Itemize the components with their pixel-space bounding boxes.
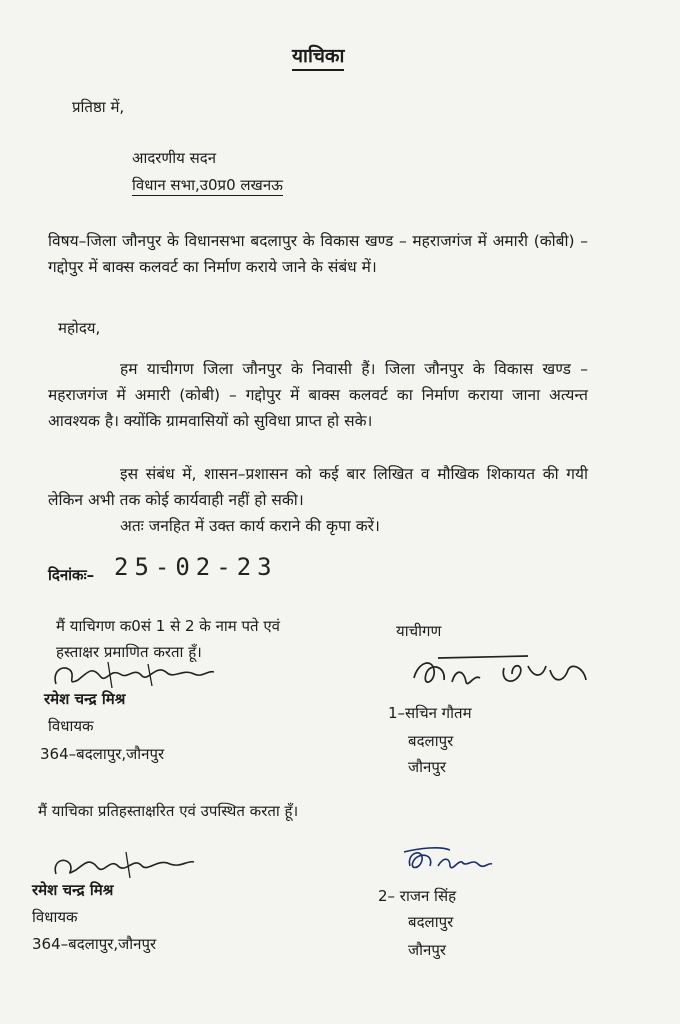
body-paragraph-3: अतः जनहित में उक्त कार्य कराने की कृपा करें। [120,517,380,535]
petitioner-1-place: बदलापुर [408,732,454,750]
attestation-2-designation: विधायक [32,908,78,926]
addressee-line2: विधान सभा,उ0प्र0 लखनऊ [132,176,283,194]
attestation-1-text: मैं याचिगण क0सं 1 से 2 के नाम पते एवं हस्ताक्षर प्रमाणित करता हूँ। [56,617,281,661]
attestation-2-constituency: 364–बदलापुर,जौनपुर [32,935,157,953]
date-label: दिनांकः– [48,566,95,584]
attestation-2-text: मैं याचिका प्रतिहस्ताक्षरित एवं उपस्थित करता हूँ। [38,802,299,820]
greeting: महोदय, [58,319,101,337]
mla-signature-1 [48,658,218,692]
attestation-1-constituency: 364–बदलापुर,जौनपुर [40,745,165,763]
petitioners-heading: याचीगण [396,622,442,640]
attestation-2-name: रमेश चन्द्र मिश्र [32,881,114,899]
attestation-1-name: रमेश चन्द्र मिश्र [44,690,126,708]
petitioner-1-name: 1–सचिन गौतम [388,704,472,722]
body-paragraph-1: हम याचीगण जिला जौनपुर के निवासी हैं। जिला जौनपुर के विकास खण्ड – महराजगंज में अमारी (कोबी) – गद्दोपुर में बाक्स कलवर्ट का निर्माण कराया जाना अत्यन्त आवश्यक है। क्योंकि ग्रामवासियों को सुविधा प्राप्त हो सके। [48,360,588,430]
petitioner-2-district: जौनपुर [408,941,446,959]
petitioner-1-district: जौनपुर [408,758,446,776]
petitioner-1-signature [408,648,594,698]
petitioner-2-signature [400,842,496,876]
date-value: 25-02-23 [114,553,278,581]
document-title: याचिका [292,42,344,71]
petitioner-2-place: बदलापुर [408,913,454,931]
addressee-line1: आदरणीय सदन [132,149,217,167]
salutation-to: प्रतिष्ठा में, [72,98,125,116]
attestation-1-designation: विधायक [48,717,94,735]
mla-signature-2 [48,850,198,882]
subject-paragraph: विषय–जिला जौनपुर के विधानसभा बदलापुर के विकास खण्ड – महराजगंज में अमारी (कोबी) – गद्दोपुर में बाक्स कलवर्ट का निर्माण कराये जाने के संबंध में। [48,232,588,276]
petitioner-2-name: 2– राजन सिंह [378,887,457,905]
body-paragraph-2: इस संबंध में, शासन–प्रशासन को कई बार लिखित व मौखिक शिकायत की गयी लेकिन अभी तक कोई कार्यवाही नहीं हो सकी। [48,465,588,509]
